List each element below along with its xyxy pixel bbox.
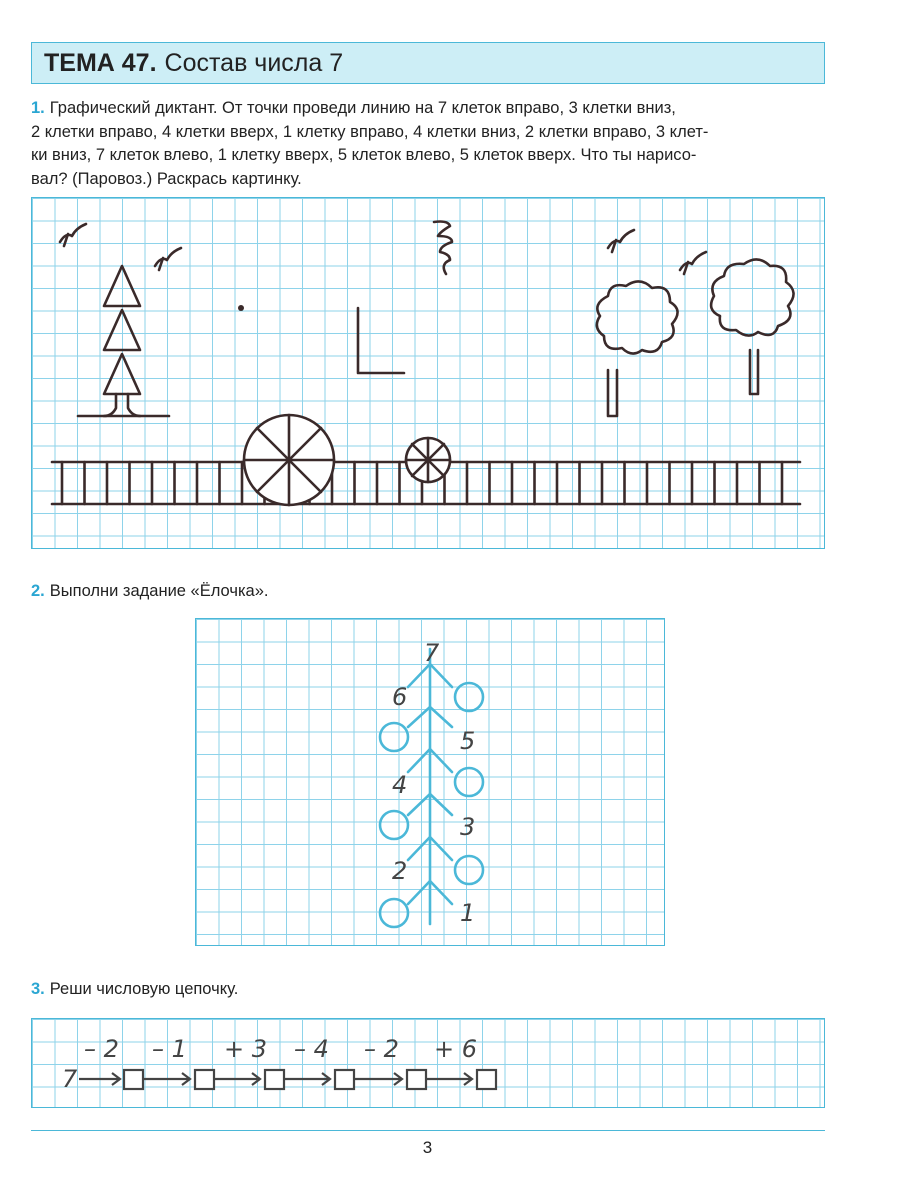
tree-grid[interactable] bbox=[195, 618, 665, 946]
chain-operation-3: + 3 bbox=[224, 1035, 268, 1063]
dictation-drawing bbox=[32, 198, 826, 550]
task-3-text bbox=[31, 978, 831, 1002]
chain-answer-box[interactable] bbox=[195, 1070, 214, 1089]
task-1-line-3: ки вниз, 7 клеток влево, 1 клетку вверх, 5 клеток влево, 5 клеток вверх. Что ты нарисо- bbox=[31, 146, 697, 164]
right-number-2: 3 bbox=[460, 813, 476, 841]
small-wheel-icon bbox=[406, 438, 450, 482]
task-3-number: 3. bbox=[31, 980, 45, 998]
task-2-label: Выполни задание «Ёлочка». bbox=[49, 582, 269, 600]
tree-icon bbox=[711, 259, 793, 394]
left-number-1: 6 bbox=[392, 683, 408, 711]
answer-circle[interactable] bbox=[380, 899, 408, 927]
answer-circle[interactable] bbox=[455, 683, 483, 711]
task-2-text bbox=[31, 580, 831, 604]
chain-arrow bbox=[284, 1073, 330, 1085]
chain-answer-box[interactable] bbox=[335, 1070, 354, 1089]
topic-title: Состав числа 7 bbox=[164, 48, 344, 77]
big-wheel-icon bbox=[244, 415, 334, 505]
dictation-grid[interactable] bbox=[31, 197, 825, 549]
chain-answer-box[interactable] bbox=[265, 1070, 284, 1089]
fir-tree-icon bbox=[78, 266, 169, 416]
task-1-line-1: Графический диктант. От точки проведи линию на 7 клеток вправо, 3 клетки вниз, bbox=[49, 99, 676, 117]
chain-operation-5: – 2 bbox=[364, 1035, 399, 1063]
left-number-2: 4 bbox=[392, 771, 408, 799]
right-number-3: 1 bbox=[460, 899, 476, 927]
chain-arrow bbox=[79, 1073, 120, 1085]
task-1-text bbox=[31, 97, 831, 191]
bird-icon bbox=[680, 252, 706, 274]
chain-start-number: 7 bbox=[62, 1065, 78, 1093]
footer-divider bbox=[31, 1130, 825, 1131]
chain-arrow bbox=[426, 1073, 472, 1085]
task-3-label: Реши числовую цепочку. bbox=[49, 980, 239, 998]
chain-operation-6: + 6 bbox=[434, 1035, 478, 1063]
task-1-number: 1. bbox=[31, 99, 45, 117]
task-1-line-2: 2 клетки вправо, 4 клетки вверх, 1 клетку вправо, 4 клетки вниз, 2 клетки вправо, 3 клет- bbox=[31, 122, 709, 141]
bird-icon bbox=[155, 248, 181, 270]
chain-operation-2: – 1 bbox=[152, 1035, 187, 1063]
smoke-icon bbox=[434, 222, 452, 275]
topic-number: ТЕМА 47. bbox=[44, 48, 157, 77]
chain-operation-4: – 4 bbox=[294, 1035, 329, 1063]
task-2-number: 2. bbox=[31, 582, 45, 600]
topic-title-bar bbox=[31, 42, 825, 84]
right-number-1: 5 bbox=[460, 727, 476, 755]
number-tree-drawing bbox=[196, 619, 666, 947]
chain-answer-box[interactable] bbox=[477, 1070, 496, 1089]
locomotive-start-lines bbox=[358, 308, 404, 373]
chain-operation-1: – 2 bbox=[84, 1035, 119, 1063]
page-number: 3 bbox=[422, 1138, 433, 1157]
tree-top-number: 7 bbox=[424, 639, 440, 667]
chain-arrow bbox=[214, 1073, 260, 1085]
bird-icon bbox=[608, 230, 634, 252]
chain-answer-box[interactable] bbox=[124, 1070, 143, 1089]
answer-circle[interactable] bbox=[380, 723, 408, 751]
left-number-3: 2 bbox=[392, 857, 408, 885]
tree-icon bbox=[597, 281, 678, 416]
start-dot bbox=[238, 305, 244, 311]
chain-arrow bbox=[143, 1073, 190, 1085]
number-chain-grid[interactable] bbox=[31, 1018, 825, 1108]
answer-circle[interactable] bbox=[455, 768, 483, 796]
chain-arrow bbox=[354, 1073, 402, 1085]
chain-answer-box[interactable] bbox=[407, 1070, 426, 1089]
bird-icon bbox=[60, 224, 86, 246]
answer-circle[interactable] bbox=[380, 811, 408, 839]
task-1-line-4: вал? (Паровоз.) Раскрась картинку. bbox=[31, 169, 302, 188]
answer-circle[interactable] bbox=[455, 856, 483, 884]
number-chain bbox=[32, 1019, 826, 1109]
